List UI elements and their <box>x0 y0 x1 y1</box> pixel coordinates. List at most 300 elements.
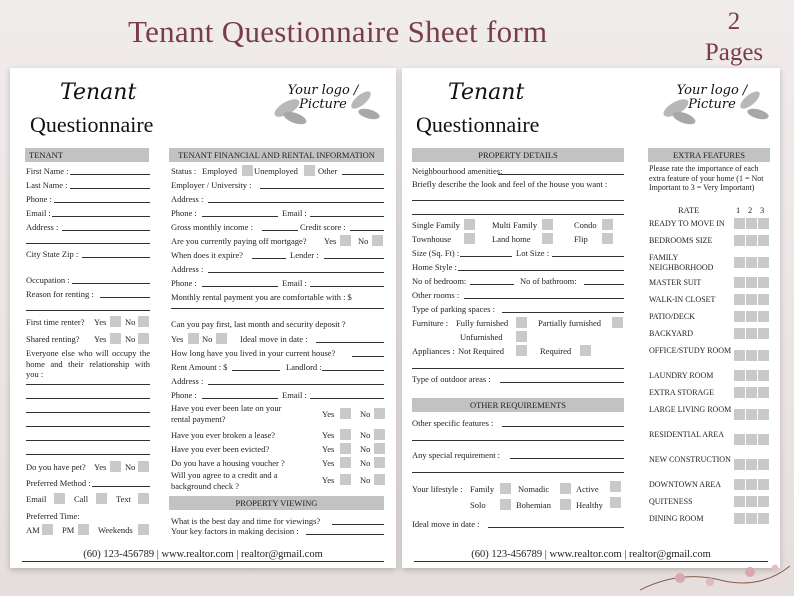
feature-label: NEW CONSTRUCTION <box>649 455 731 464</box>
feature-rate-3-checkbox[interactable] <box>758 513 769 524</box>
lifestyle-family-checkbox[interactable] <box>500 483 511 494</box>
feature-rate-3-checkbox[interactable] <box>758 387 769 398</box>
feature-label: OFFICE/STUDY ROOM <box>649 346 732 355</box>
credit-check-no-label: No <box>360 475 371 485</box>
best-day-field[interactable] <box>332 524 384 525</box>
feature-label: BEDROOMS SIZE <box>649 236 713 245</box>
land-home-checkbox[interactable] <box>542 233 553 244</box>
not-required-checkbox[interactable] <box>516 345 527 356</box>
feature-label: READY TO MOVE IN <box>649 219 725 228</box>
feature-label: EXTRA STORAGE <box>649 388 714 397</box>
feature-rate-1-checkbox[interactable] <box>734 277 745 288</box>
any-special-field[interactable] <box>510 458 624 459</box>
logo-text-line-2: Picture <box>299 97 347 112</box>
feature-rate-3-checkbox[interactable] <box>758 311 769 322</box>
employer-address-label: Address : <box>171 194 204 204</box>
feature-rate-1-checkbox[interactable] <box>734 387 745 398</box>
feature-rate-2-checkbox[interactable] <box>746 350 757 361</box>
late-label: Have you ever been late on your rental payment? <box>171 403 282 424</box>
pet-no-label: No <box>125 462 136 472</box>
condo-checkbox[interactable] <box>602 219 613 230</box>
lender-phone-field[interactable] <box>202 286 278 287</box>
time-am-label: AM <box>26 525 40 535</box>
feature-rate-2-checkbox[interactable] <box>746 479 757 490</box>
method-email-label: Email <box>26 494 47 504</box>
first-time-label: First time renter? <box>26 317 85 327</box>
lender-label: Lender : <box>290 250 319 260</box>
financial-header: TENANT FINANCIAL AND RENTAL INFORMATION <box>169 148 384 162</box>
bathroom-label: No of bathroom: <box>520 276 577 286</box>
feature-rate-2-checkbox[interactable] <box>746 496 757 507</box>
late-no-label: No <box>360 409 371 419</box>
feature-label: DINING ROOM <box>649 514 704 523</box>
method-email-checkbox[interactable] <box>54 493 65 504</box>
ideal-move-label: Ideal move in date : <box>412 519 480 529</box>
ideal-move-label: Ideal move in date : <box>240 334 308 344</box>
parking-label: Type of parking spaces : <box>412 304 495 314</box>
last-name-field[interactable] <box>70 188 150 189</box>
gross-income-field[interactable] <box>262 230 298 231</box>
lifestyle-active-checkbox[interactable] <box>610 481 621 492</box>
mortgage-label: Are you currently paying off mortgage? <box>171 236 307 246</box>
status-unemployed-checkbox[interactable] <box>304 165 315 176</box>
lender-phone-label: Phone : <box>171 278 197 288</box>
feature-label: BACKYARD <box>649 329 694 338</box>
questionnaire-title: Questionnaire <box>30 112 154 137</box>
feature-rate-2-checkbox[interactable] <box>746 294 757 305</box>
mortgage-no-checkbox[interactable] <box>372 235 383 246</box>
feature-rate-2-checkbox[interactable] <box>746 218 757 229</box>
pages-badge <box>686 6 782 68</box>
expire-field[interactable] <box>252 258 286 259</box>
landlord-address-field[interactable] <box>208 384 384 385</box>
feature-rate-3-checkbox[interactable] <box>758 328 769 339</box>
describe-label: Briefly describe the look and feel of the house you want : <box>412 179 608 189</box>
lifestyle-solo-checkbox[interactable] <box>500 499 511 510</box>
how-long-field[interactable] <box>352 356 384 357</box>
shared-yes-checkbox[interactable] <box>110 333 121 344</box>
pay-first-label: Can you pay first, last month and security deposit ? <box>171 319 346 329</box>
feature-rate-3-checkbox[interactable] <box>758 294 769 305</box>
feature-rate-3-checkbox[interactable] <box>758 409 769 420</box>
employer-email-field[interactable] <box>310 216 384 217</box>
employer-phone-field[interactable] <box>202 216 278 217</box>
feature-label: RESIDENTIAL AREA <box>649 430 725 439</box>
feature-rate-1-checkbox[interactable] <box>734 294 745 305</box>
pet-yes-checkbox[interactable] <box>110 461 121 472</box>
feature-label: DOWNTOWN AREA <box>649 480 722 489</box>
describe-field-1[interactable] <box>412 200 624 201</box>
other-rooms-field[interactable] <box>464 298 624 299</box>
lifestyle-nomadic-label: Nomadic <box>518 484 550 494</box>
late-no-checkbox[interactable] <box>374 408 385 419</box>
monthly-payment-field[interactable] <box>171 308 384 309</box>
feature-rate-1-checkbox[interactable] <box>734 513 745 524</box>
feature-rate-3-checkbox[interactable] <box>758 459 769 470</box>
occupants-field-6[interactable] <box>26 454 150 455</box>
landlord-email-label: Email : <box>282 390 307 400</box>
address-field[interactable] <box>62 230 150 231</box>
reason-field[interactable] <box>100 297 150 298</box>
voucher-yes-label: Yes <box>322 458 335 468</box>
best-day-label: What is the best day and time for viewings? <box>171 516 321 526</box>
reason-label: Reason for renting : <box>26 289 94 299</box>
land-home-label: Land home <box>492 234 531 244</box>
fully-furnished-checkbox[interactable] <box>516 317 527 328</box>
appliances-label: Appliances : <box>412 346 455 356</box>
employer-field[interactable] <box>260 188 384 189</box>
footer-divider <box>22 561 384 562</box>
feature-rate-2-checkbox[interactable] <box>746 257 757 268</box>
extra-features-header: EXTRA FEATURES <box>648 148 770 162</box>
feature-rate-3-checkbox[interactable] <box>758 434 769 445</box>
phone-label: Phone : <box>26 194 52 204</box>
other-specific-label: Other specific features : <box>412 418 494 428</box>
occupation-label: Occupation : <box>26 275 70 285</box>
feature-rate-2-checkbox[interactable] <box>746 235 757 246</box>
status-other-field[interactable] <box>342 174 384 175</box>
credit-check-no-checkbox[interactable] <box>374 474 385 485</box>
time-pm-checkbox[interactable] <box>78 524 89 535</box>
address-field-2[interactable] <box>26 243 150 244</box>
other-specific-field-2[interactable] <box>412 440 624 441</box>
employer-address-field[interactable] <box>208 202 384 203</box>
multi-family-checkbox[interactable] <box>542 219 553 230</box>
broken-lease-yes-label: Yes <box>322 430 335 440</box>
describe-field-2[interactable] <box>412 214 624 215</box>
occupants-field-3[interactable] <box>26 412 150 413</box>
lifestyle-label: Your lifestyle : <box>412 484 463 494</box>
condo-label: Condo <box>574 220 597 230</box>
first-name-field[interactable] <box>70 174 150 175</box>
required-label: Required <box>540 346 572 356</box>
bedroom-label: No of bedroom: <box>412 276 467 286</box>
mortgage-yes-checkbox[interactable] <box>340 235 351 246</box>
outdoor-label: Type of outdoor areas : <box>412 374 491 384</box>
broken-lease-label: Have you ever broken a lease? <box>171 430 276 440</box>
pet-yes-label: Yes <box>94 462 107 472</box>
reason-field-2[interactable] <box>26 310 150 311</box>
email-field[interactable] <box>52 216 150 217</box>
feature-rate-1-checkbox[interactable] <box>734 311 745 322</box>
feature-label: LAUNDRY ROOM <box>649 371 714 380</box>
appliances-field[interactable] <box>412 368 624 369</box>
pay-first-no-checkbox[interactable] <box>216 333 227 344</box>
lifestyle-family-label: Family <box>470 484 495 494</box>
partially-furnished-checkbox[interactable] <box>612 317 623 328</box>
other-requirements-header: OTHER REQUIREMENTS <box>412 398 624 412</box>
shared-label: Shared renting? <box>26 334 80 344</box>
first-name-label: First Name : <box>26 166 69 176</box>
first-time-no-label: No <box>125 317 136 327</box>
city-state-zip-field[interactable] <box>82 257 150 258</box>
script-title: Tenant <box>60 80 137 105</box>
sheet-page-1 <box>10 68 396 568</box>
other-specific-field[interactable] <box>502 426 624 427</box>
city-state-zip-label: City State Zip : <box>26 249 79 259</box>
credit-check-label: Will you agree to a credit and a background check ? <box>171 470 278 491</box>
footer-contact: (60) 123-456789 | www.realtor.com | realtor@gmail.com <box>83 549 323 560</box>
pages-count: 2 <box>727 8 741 35</box>
lender-email-field[interactable] <box>310 286 384 287</box>
fully-furnished-label: Fully furnished <box>456 318 509 328</box>
address-label: Address : <box>26 222 59 232</box>
voucher-label: Do you have a housing voucher ? <box>171 458 285 468</box>
feature-label: QUITENESS <box>649 497 693 506</box>
feature-rate-2-checkbox[interactable] <box>746 513 757 524</box>
feature-rate-2-checkbox[interactable] <box>746 277 757 288</box>
ideal-move-field[interactable] <box>316 342 384 343</box>
feature-rate-3-checkbox[interactable] <box>758 496 769 507</box>
home-style-label: Home Style : <box>412 262 457 272</box>
phone-field[interactable] <box>54 202 150 203</box>
lender-field[interactable] <box>324 258 384 259</box>
unfurnished-label: Unfurnished <box>460 332 503 342</box>
feature-label: LARGE LIVING ROOM <box>649 405 732 414</box>
pet-no-checkbox[interactable] <box>138 461 149 472</box>
flip-label: Flip <box>574 234 588 244</box>
evicted-yes-checkbox[interactable] <box>340 443 351 454</box>
lifestyle-healthy-checkbox[interactable] <box>610 497 621 508</box>
landlord-phone-field[interactable] <box>202 398 278 399</box>
townhouse-label: Townhouse <box>412 234 452 244</box>
feature-rate-2-checkbox[interactable] <box>746 409 757 420</box>
logo-text-line-1: Your logo / <box>676 83 748 98</box>
occupation-field[interactable] <box>72 283 150 284</box>
landlord-phone-label: Phone : <box>171 390 197 400</box>
questionnaire-title: Questionnaire <box>416 112 540 137</box>
broken-lease-yes-checkbox[interactable] <box>340 429 351 440</box>
feature-label: PATIO/DECK <box>649 312 695 321</box>
feature-rate-2-checkbox[interactable] <box>746 387 757 398</box>
rent-amount-label: Rent Amount : $ <box>171 362 228 372</box>
feature-rate-1-checkbox[interactable] <box>734 459 745 470</box>
lifestyle-bohemian-label: Bohemian <box>516 500 551 510</box>
lifestyle-healthy-label: Healthy <box>576 500 603 510</box>
status-unemployed-label: Unemployed <box>254 166 298 176</box>
everyone-else-label: Everyone else who will occupy the home and their relationship with you : <box>26 348 150 379</box>
rate-label: RATE <box>678 205 700 215</box>
method-call-label: Call <box>74 494 89 504</box>
voucher-yes-checkbox[interactable] <box>340 457 351 468</box>
gross-income-label: Gross monthly income : <box>171 222 253 232</box>
bedroom-field[interactable] <box>470 284 514 285</box>
shared-no-label: No <box>125 334 136 344</box>
single-family-checkbox[interactable] <box>464 219 475 230</box>
status-employed-label: Employed <box>202 166 237 176</box>
lifestyle-nomadic-checkbox[interactable] <box>560 483 571 494</box>
landlord-email-field[interactable] <box>310 398 384 399</box>
shared-no-checkbox[interactable] <box>138 333 149 344</box>
method-call-checkbox[interactable] <box>96 493 107 504</box>
unfurnished-checkbox[interactable] <box>516 331 527 342</box>
first-time-yes-label: Yes <box>94 317 107 327</box>
first-time-no-checkbox[interactable] <box>138 316 149 327</box>
feature-rate-3-checkbox[interactable] <box>758 235 769 246</box>
credit-check-yes-checkbox[interactable] <box>340 474 351 485</box>
employer-label: Employer / University : <box>171 180 252 190</box>
rent-amount-field[interactable] <box>232 370 280 371</box>
logo-text <box>279 84 367 112</box>
lot-size-field[interactable] <box>552 256 624 257</box>
size-field[interactable] <box>460 256 512 257</box>
lot-size-label: Lot Size : <box>516 248 550 258</box>
expire-label: When does it expire? <box>171 250 243 260</box>
last-name-label: Last Name : <box>26 180 68 190</box>
feature-rate-2-checkbox[interactable] <box>746 370 757 381</box>
feature-rate-2-checkbox[interactable] <box>746 328 757 339</box>
pay-first-yes-label: Yes <box>171 334 184 344</box>
feature-rate-1-checkbox[interactable] <box>734 218 745 229</box>
logo-text-line-2: Picture <box>688 97 736 112</box>
preferred-method-field[interactable] <box>92 486 150 487</box>
credit-check-yes-label: Yes <box>322 475 335 485</box>
feature-rate-3-checkbox[interactable] <box>758 277 769 288</box>
feature-rate-1-checkbox[interactable] <box>734 350 745 361</box>
feature-rate-1-checkbox[interactable] <box>734 370 745 381</box>
pages-label: Pages <box>704 39 764 66</box>
feature-rate-1-checkbox[interactable] <box>734 409 745 420</box>
rate-3-label: 3 <box>760 205 765 215</box>
flower-decoration-icon <box>640 560 790 596</box>
voucher-no-checkbox[interactable] <box>374 457 385 468</box>
bathroom-field[interactable] <box>584 284 624 285</box>
occupants-field-1[interactable] <box>26 384 150 385</box>
feature-label: MASTER SUIT <box>649 278 702 287</box>
lifestyle-bohemian-checkbox[interactable] <box>560 499 571 510</box>
email-label: Email : <box>26 208 51 218</box>
flip-checkbox[interactable] <box>602 233 613 244</box>
late-yes-checkbox[interactable] <box>340 408 351 419</box>
lender-address-field[interactable] <box>208 272 384 273</box>
employer-phone-label: Phone : <box>171 208 197 218</box>
script-title: Tenant <box>448 80 525 105</box>
rate-2-label: 2 <box>748 205 753 215</box>
occupants-field-2[interactable] <box>26 398 150 399</box>
broken-lease-no-checkbox[interactable] <box>374 429 385 440</box>
rate-1-label: 1 <box>736 205 741 215</box>
sheet-page-2 <box>402 68 780 568</box>
feature-rate-1-checkbox[interactable] <box>734 479 745 490</box>
evicted-yes-label: Yes <box>322 444 335 454</box>
mortgage-yes-label: Yes <box>324 236 337 246</box>
time-weekends-label: Weekends <box>98 525 133 535</box>
ideal-move-field[interactable] <box>488 527 624 528</box>
feature-rate-3-checkbox[interactable] <box>758 257 769 268</box>
property-header: PROPERTY DETAILS <box>412 148 624 162</box>
preferred-method-label: Preferred Method : <box>26 478 91 488</box>
pay-first-yes-checkbox[interactable] <box>188 333 199 344</box>
feature-rate-1-checkbox[interactable] <box>734 257 745 268</box>
townhouse-checkbox[interactable] <box>464 233 475 244</box>
feature-rate-2-checkbox[interactable] <box>746 459 757 470</box>
key-factors-label: Your key factors in making decision : <box>171 526 299 536</box>
furniture-label: Furniture : <box>412 318 449 328</box>
occupants-field-5[interactable] <box>26 440 150 441</box>
not-required-label: Not Required <box>458 346 505 356</box>
outdoor-field[interactable] <box>500 382 624 383</box>
landlord-field[interactable] <box>322 370 384 371</box>
page-title: Tenant Questionnaire Sheet form <box>128 14 548 49</box>
key-factors-field[interactable] <box>306 534 384 535</box>
feature-rate-1-checkbox[interactable] <box>734 434 745 445</box>
parking-field[interactable] <box>502 312 624 313</box>
single-family-label: Single Family <box>412 220 460 230</box>
feature-rate-3-checkbox[interactable] <box>758 479 769 490</box>
time-weekends-checkbox[interactable] <box>138 524 149 535</box>
time-am-checkbox[interactable] <box>42 524 53 535</box>
shared-yes-label: Yes <box>94 334 107 344</box>
preferred-time-label: Preferred Time: <box>26 511 80 521</box>
credit-score-label: Credit score : <box>300 222 346 232</box>
credit-score-field[interactable] <box>350 230 384 231</box>
footer-contact: (60) 123-456789 | www.realtor.com | realtor@gmail.com <box>471 549 711 560</box>
method-text-checkbox[interactable] <box>138 493 149 504</box>
mortgage-no-label: No <box>358 236 369 246</box>
feature-rate-2-checkbox[interactable] <box>746 434 757 445</box>
any-special-label: Any special requirement : <box>412 450 501 460</box>
feature-rate-1-checkbox[interactable] <box>734 328 745 339</box>
other-rooms-label: Other rooms : <box>412 290 460 300</box>
status-label: Status : <box>171 166 197 176</box>
lifestyle-solo-label: Solo <box>470 500 486 510</box>
required-checkbox[interactable] <box>580 345 591 356</box>
voucher-no-label: No <box>360 458 371 468</box>
feature-label: FAMILY NEIGHBORHOOD <box>649 253 714 272</box>
logo-placeholder <box>654 78 772 128</box>
monthly-payment-label: Monthly rental payment you are comfortable with : $ <box>171 292 352 302</box>
method-text-label: Text <box>116 494 131 504</box>
home-style-field[interactable] <box>458 270 624 271</box>
lender-email-label: Email : <box>282 278 307 288</box>
lender-address-label: Address : <box>171 264 204 274</box>
how-long-label: How long have you lived in your current house? <box>171 348 336 358</box>
neighbourhood-field[interactable] <box>498 174 624 175</box>
tenant-header: TENANT <box>25 148 149 162</box>
evicted-no-checkbox[interactable] <box>374 443 385 454</box>
evicted-label: Have you ever been evicted? <box>171 444 270 454</box>
broken-lease-no-label: No <box>360 430 371 440</box>
viewing-header: PROPERTY VIEWING <box>169 496 384 510</box>
feature-rate-2-checkbox[interactable] <box>746 311 757 322</box>
landlord-label: Landlord : <box>286 362 322 372</box>
status-other-label: Other <box>318 166 338 176</box>
first-time-yes-checkbox[interactable] <box>110 316 121 327</box>
feature-rate-3-checkbox[interactable] <box>758 350 769 361</box>
feature-label: WALK-IN CLOSET <box>649 295 716 304</box>
feature-rate-3-checkbox[interactable] <box>758 218 769 229</box>
feature-rate-1-checkbox[interactable] <box>734 235 745 246</box>
feature-rate-1-checkbox[interactable] <box>734 496 745 507</box>
pet-label: Do you have pet? <box>26 462 86 472</box>
multi-family-label: Multi Family <box>492 220 538 230</box>
logo-text <box>668 84 756 112</box>
size-label: Size (Sq. Ft) : <box>412 248 460 258</box>
feature-rate-3-checkbox[interactable] <box>758 370 769 381</box>
logo-placeholder <box>265 78 383 128</box>
any-special-field-2[interactable] <box>412 472 624 473</box>
time-pm-label: PM <box>62 525 75 535</box>
status-employed-checkbox[interactable] <box>242 165 253 176</box>
extra-description: Please rate the importance of each extra feature of your home (1 = Not Important to 3 = Very Important) <box>649 164 764 192</box>
neighbourhood-label: Neighbourhood amenities: <box>412 166 503 176</box>
occupants-field-4[interactable] <box>26 426 150 427</box>
partially-furnished-label: Partially furnished <box>538 318 602 328</box>
lifestyle-active-label: Active <box>576 484 599 494</box>
evicted-no-label: No <box>360 444 371 454</box>
landlord-address-label: Address : <box>171 376 204 386</box>
pay-first-no-label: No <box>202 334 213 344</box>
